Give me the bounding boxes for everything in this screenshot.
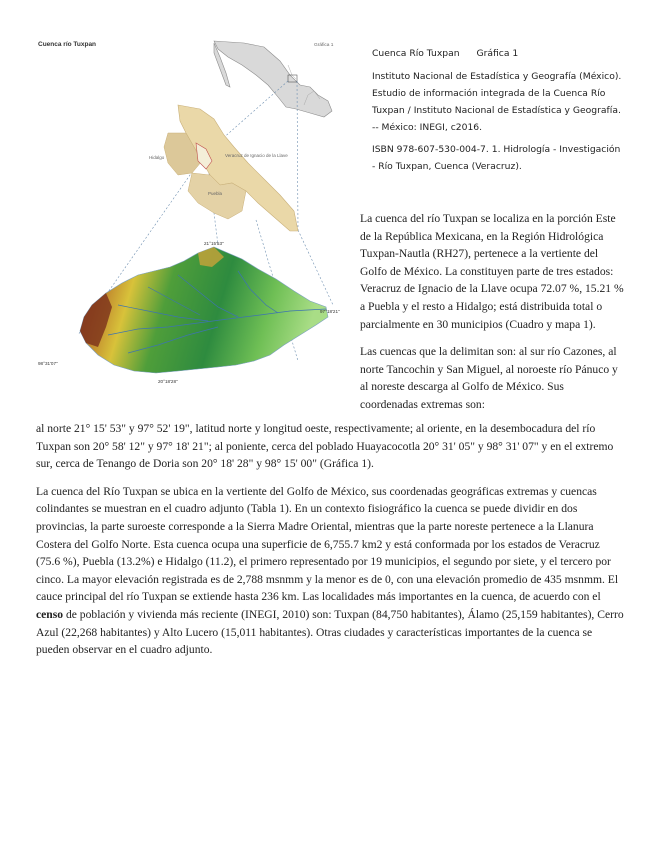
state-label-veracruz: Veracruz de Ignacio de la Llave — [225, 153, 288, 158]
right-column-text — [360, 210, 624, 414]
coord-east: 97°18'21" — [320, 309, 340, 314]
description-bold-word: censo — [36, 607, 64, 621]
paragraph-description — [36, 483, 626, 659]
basin-topo-map — [80, 247, 328, 373]
paragraph-boundaries: Las cuencas que la delimitan son: al sur río Cazones, al norte Tancochin y San Miguel, al noroeste río Pánuco y al noreste descarga al Golfo de México. Sus coordenadas extremas son: — [360, 345, 618, 411]
coord-west: 98°31'07" — [38, 361, 58, 366]
state-label-hidalgo: Hidalgo — [149, 155, 165, 160]
map-graphic-label: Gráfica 1 — [314, 43, 334, 48]
caption-title-line — [372, 45, 622, 62]
state-label-puebla: Puebla — [208, 191, 223, 196]
caption-graphic: Gráfica 1 — [476, 48, 519, 59]
full-width-text — [36, 420, 626, 659]
basin-map-graphic — [28, 35, 358, 395]
caption-reference: Instituto Nacional de Estadística y Geografía (México). Estudio de información integrada de la Cuenca Río Tuxpan / Instituto Nacional de Estadística y Geografía. -- México: INEGI, c2016. — [372, 71, 622, 133]
caption-isbn: ISBN 978-607-530-004-7. 1. Hidrología - Investigación - Río Tuxpan, Cuenca (Veracruz). — [372, 144, 621, 172]
map-title: Cuenca río Tuxpan — [38, 41, 97, 48]
coord-south: 20°18'28" — [158, 379, 178, 384]
paragraph-location: La cuenca del río Tuxpan se localiza en la porción Este de la República Mexicana, en la Región Hidrológica Tuxpan-Nautla (RH27), pertenece a la vertiente del Golfo de México. La constituyen parte de tres estados: Veracruz de Ignacio de la Llave ocupa 72.07 %, 15.21 % a Puebla y el resto a Hidalgo; está distribuida total o parcialmente en 30 municipios (Cuadro y mapa 1). — [360, 212, 624, 331]
caption-title: Cuenca Río Tuxpan — [372, 48, 460, 59]
description-part-1: La cuenca del Río Tuxpan se ubica en la vertiente del Golfo de México, sus coordenadas geográficas extremas y cuencas colindantes se muestran en el cuadro adjunto (Tabla 1). En un contexto fisiográfico la cuenca se puede dividir en dos provincias, la parte suroeste corresponde a la Sierra Madre Oriental, mientras que la parte noreste pertenece a la Llanura Costera del Golfo Norte. Esta cuenca ocupa una superficie de 6,755.7 km2 y está conformada por los estados de Veracruz (75.6 %), Puebla (13.2%) e Hidalgo (11.2), el primero representado por 19 municipios, el segundo por siete, y el tercero por cinco. La mayor elevación registrada es de 2,788 msnmm y la menor es de 0, con una elevación promedio de 435 msnmm. El cauce principal del río Tuxpan se extiende hasta 236 km. Las localidades más importantes en la cuenca, de acuerdo con el — [36, 484, 619, 604]
figure-caption — [372, 45, 622, 175]
mexico-inset — [214, 41, 332, 117]
map-figure — [28, 35, 358, 395]
states-map — [164, 105, 298, 231]
description-part-2: de población y vivienda más reciente (INEGI, 2010) son: Tuxpan (84,750 habitantes), Álamo (25,159 habitantes), Cerro Azul (22,268 habitantes) y Alto Lucero (15,011 habitantes). Otras ciudades y características importantes de la cuenca se pueden observar en el cuadro adjunto. — [36, 607, 624, 657]
coord-north: 21°15'53" — [204, 241, 224, 246]
paragraph-coordinates: al norte 21° 15' 53" y 97° 52' 19", latitud norte y longitud oeste, respectivamente; al oriente, en la desembocadura del río Tuxpan son 20° 58' 12" y 97° 18' 21"; al poniente, cerca del poblado Huayacocotla 20° 31' 05" y 98° 31' 07" y en el extremo sur, cerca de Tenango de Doria son 20° 18' 28" y 98° 15' 00" (Gráfica 1). — [36, 422, 614, 471]
